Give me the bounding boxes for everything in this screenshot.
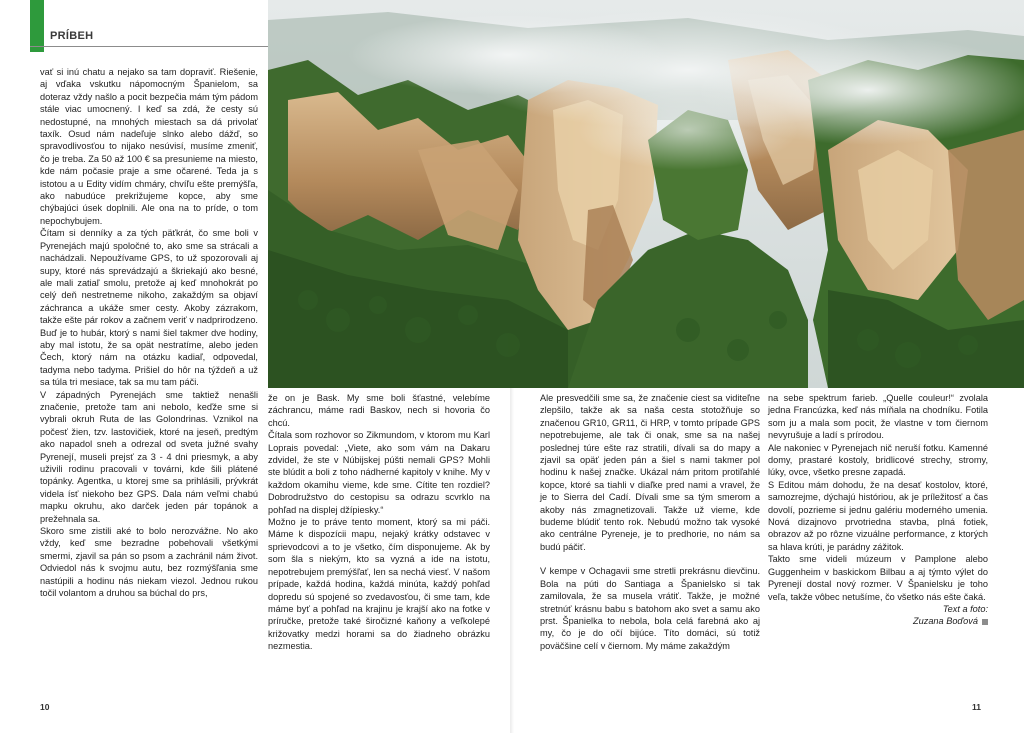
paragraph: Skoro sme zistili aké to bolo nerozvážne. No ako vždy, keď sme bezradne pobehovali všetkými smermi, zjavil sa pán so psom a zachránil nám život. Odviedol nás k svojmu autu, bez rozmýšľania sme nastúpili a hodinu nás niekam viezol. Jednou rukou točil volantom a druhou sa búchal do prs, [40, 526, 258, 599]
paragraph: že on je Bask. My sme boli šťastné, velebíme záchrancu, máme radi Baskov, nech si hovoria čo chcú. [268, 393, 490, 428]
section-tab-left [30, 0, 44, 52]
credit-label: Text a foto: [942, 603, 988, 614]
paragraph: V kempe v Ochagavii sme stretli prekrásnu dievčinu. Bola na púti do Santiaga a Španielsko si tak zamilovala, že sa musela vrátiť. Takže, je možné stretnúť krásnu babu s batohom ako svet a samu ako prst. Španielka to nebola, bola celá farebná ako aj my, čo je do očí bijúce. Títo domáci, sú totiž poväčšine celí v čiernom. My máme zakaždým [540, 566, 760, 651]
end-mark-icon [982, 619, 988, 625]
paragraph: vať si inú chatu a nejako sa tam dopraviť. Riešenie, aj vďaka vskutku nápomocným Španielom, sa doteraz vždy našlo a pocit bezpečia mám tým pádom stále viac umocnený. I keď sa zdá, že cesty sú nedostupné, na mnohých miestach sa dá privolať taxík. Osud nám nadeľuje slnko alebo dážď, so spravodlivosťou to nijako nesúvisí, musíme zmeniť, čo je treba. Za 50 až 100 € sa presunieme na miesto, kde nám počasie praje a sme očarené. Teda ja s istotou a u Edity vidím chmáry, chvíľu ešte premýšľa, ako nabudúce prekrižujeme kopce, aby sme chýbajúci úsek doplnili. Ale ona na to príde, o tom nepochybujem. [40, 67, 258, 226]
credit-author-name: Zuzana Boďová [913, 616, 978, 627]
credit-author [768, 615, 988, 627]
text-column-3 [540, 392, 760, 652]
paragraph: V západných Pyrenejách sme taktiež nenašli značenie, pretože tam ani nebolo, keďže sme si vybrali okruh Ruta de las Golondrinas. Vznikol na počesť žien, tzv. lastovičiek, ktoré na jeseň, predtým ako napadol sneh a odrezal od sveta južné svahy Pyrenejí, museli prejsť za 3 - 4 dni priesmyk, a aby uživili rodinu pracovali v továrni, kde šili plátené topánky. Agentka, u ktorej sme sa prihlásili, prývkrát videla ísť niekoho bez GPS. Dala nám veľmi chabú mapku okruhu, ako darček jeden pár topánok a prežehnala sa. [40, 389, 258, 524]
paragraph: Ale nakoniec v Pyrenejach nič neruší fotku. Kamenné domy, prastaré kostoly, bridlicové strechy, stromy, lúky, ovce, všetko presne zapadá. [768, 442, 988, 478]
page-number-right: 11 [972, 702, 981, 712]
paragraph: Možno je to práve tento moment, ktorý sa mi páči. Máme k dispozícii mapu, nejaký krátky odstavec v sprievodcovi a to je všetko, čím disponujeme. Ak by som šla s niekým, kto sa vyzná a ide na istotu, nepotrebujem premýšľať, len sa nechá viesť. V našom prípade, každá hodina, každá minúta, každý pohľad dopredu sú spojené so zvedavosťou, či sme tam, kde máme byť a pohľad na krajinu je krajší ako na fotke v príručke, pretože také širočizné kaňony a veľkolepé križovatky medzi horami sa do žiadneho obrázku nezmestia. [268, 517, 490, 652]
text-column-4 [768, 392, 988, 628]
paragraph: na sebe spektrum farieb. „Quelle couleur!“ zvolala jedna Francúzka, keď nás míňala na chodníku. Fotila som ju a mala som pocit, že vlastne v tom čiernom nevyrušuje a ladí s prírodou. [768, 393, 988, 441]
section-label-left: PRÍBEH [50, 30, 94, 42]
paragraph: Čítam si denníky a za tých päťkrát, čo sme boli v Pyrenejách majú spoločné to, ako sme sa strácali a nachádzali. Nepoužívame GPS, to už spozorovali aj supy, ktoré nás sprevádzajú a škriekajú ako besné, ale mali zatiaľ smolu, pretože aj keď mnohokrát po celý deň nestretneme nikoho, zakaždým sa objaví záchranca a ukáže smer cesty. Akoby zázrakom, takže ešte pár rokov a začnem veriť v nadprirodzeno. Buď je to hubár, ktorý s nami šiel takmer dve hodiny, aby mal istotu, že sa opät nestratíme, alebo jeden Čech, ktorý nám na otázku kadiaľ, odpovedal, tadyma nebo tadyma. Prišiel do hôr na týždeň a už sa túla tri mesiace, tak sa mu tam páči. [40, 228, 258, 388]
gorge-photo-icon [268, 0, 1024, 388]
gorge-photo [268, 0, 1024, 388]
text-column-2 [268, 392, 490, 653]
paragraph: Čítala som rozhovor so Zikmundom, v ktorom mu Karl Loprais povedal: „Viete, ako som vám na Dakaru zdvidel, že ste v Núbijskej púšti nemali GPS? Mohli ste blúdit a boli z toho nádherné kapitoly v knihe. My v každom okamihu vieme, kde sme. Cítite ten rozdiel? Dobrodružstvo do cestopisu sa odrazu scvrklo na pohľad na displej džípiesky.“ [268, 430, 490, 515]
paragraph: S Editou mám dohodu, že na desať kostolov, ktoré, samozrejme, dýchajú históriou, ak je príležitosť a čas dovolí, pozrieme si jednu galériu moderného umenia. Nová dizajnovo prvotriedna stavba, plná fotiek, obrazov až po rôzne vizuálne performance, z ktorých sa hlava krúti, je parádny zážitok. [768, 479, 988, 552]
text-column-1 [40, 66, 258, 599]
paragraph: Takto sme videli múzeum v Pamplone alebo Guggenheim v baskickom Bilbau a aj týmto výlet do Pyrenejí dostal nový rozmer. V Španielsku je toho veľa, takže vôbec netušíme, čo všetko nás ešte čaká. [768, 554, 988, 602]
paragraph: Ale presvedčili sme sa, že značenie ciest sa viditeľne zlepšilo, takže ak sa naša cesta stotožňuje so značenou GR10, GR11, či HRP, v tomto prípade GPS nepotrebujeme, ale tak či onak, sme sa na našej poslednej túre ešte raz stratili, dívali sa do mapy a zjavil sa opäť jeden pán a šiel s nami takmer pol hodinu k našej značke. Ukázal nám pritom protiľahlé kopce, ktoré sa tiahli v diaľke pred nami a vravel, že je to Sierra del Cadí. Dívali sme sa tým smerom a akoby nás zmagnetizovali. Takže už vieme, kde budeme blúdiť tento rok. Nebudú možno tak vysoké ako centrálne Pyreneje, je to predhorie, no nám sa budú páčiť. [540, 393, 760, 552]
page-number-left: 10 [40, 702, 50, 712]
